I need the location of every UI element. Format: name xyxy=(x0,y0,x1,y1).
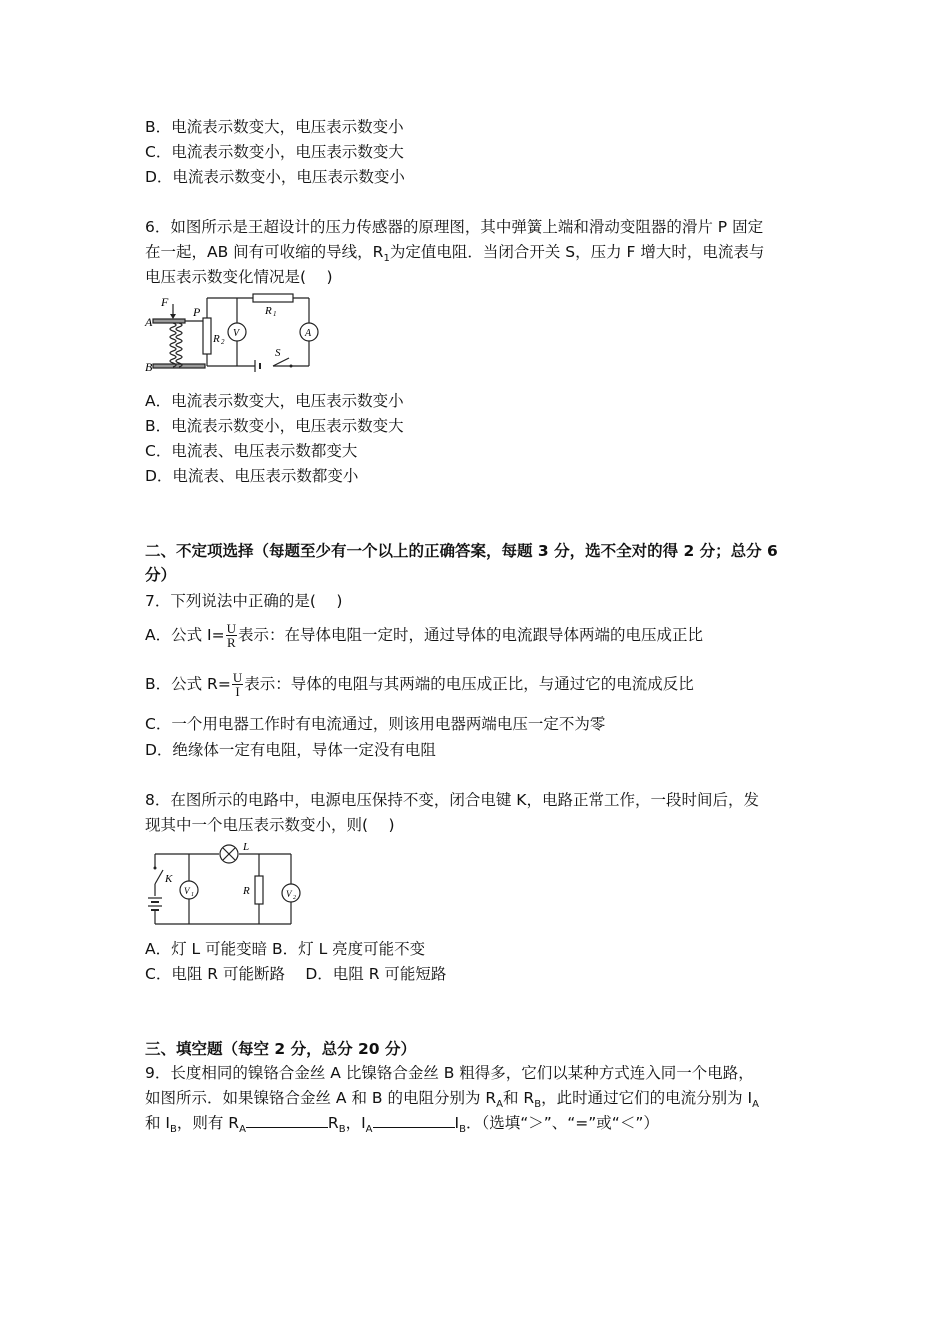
q6-label-r2: R xyxy=(213,333,220,345)
q5-option-b: B．电流表示数变大，电压表示数变小 xyxy=(145,118,404,136)
q8-label-v1-sub: 1 xyxy=(191,892,194,898)
q6-label-r1: R xyxy=(265,305,272,317)
q7-option-c: C．一个用电器工作时有电流通过，则该用电器两端电压一定不为零 xyxy=(145,715,606,733)
q9-stem-line3: 和 $I_B$，则有 $R_A$ $R_B$，$I_A$ $I_B$．（选填“＞”、“=”或“＜”） xyxy=(145,1114,659,1136)
q8-circuit-figure xyxy=(143,840,303,930)
q8-stem-line2: 现其中一个电压表示数变小，则( ) xyxy=(145,816,395,834)
section2-title-line2: 分） xyxy=(145,566,177,584)
q6-option-c: C．电流表、电压表示数都变大 xyxy=(145,442,358,460)
q8-label-k: K xyxy=(165,873,173,885)
q9-stem-line2: 如图所示．如果镍铬合金丝 A 和 B 的电阻分别为 $R_A$和 $R_B$，此时通过它们的电流分别为 $I_A$ xyxy=(145,1089,759,1111)
q9-stem-line1: 9．长度相同的镍铬合金丝 A 比镍铬合金丝 B 粗得多，它们以某种方式连入同一个电路， xyxy=(145,1064,754,1082)
q8-label-v1: V xyxy=(184,886,190,896)
section2-title-line1: 二、不定项选择（每题至少有一个以上的正确答案，每题 3 分，选不全对的得 2 分；总分 6 xyxy=(145,542,778,560)
q6-label-p: P xyxy=(193,305,201,319)
q7-formula-b: $\frac{U}{I}$ xyxy=(232,670,243,699)
q8-label-l: L xyxy=(243,841,250,853)
q6-label-r2-sub: 2 xyxy=(221,338,225,346)
q8-options-ab: A．灯 L 可能变暗 B．灯 L 亮度可能不变 xyxy=(145,940,426,958)
q5-option-d: D．电流表示数变小，电压表示数变小 xyxy=(145,168,405,186)
q6-option-d: D．电流表、电压表示数都变小 xyxy=(145,467,359,485)
q8-label-v2: V xyxy=(286,889,292,899)
q6-voltmeter-label: V xyxy=(233,328,240,339)
q6-label-f: F xyxy=(161,295,169,309)
q6-option-b: B．电流表示数变小，电压表示数变大 xyxy=(145,417,404,435)
q8-options-cd: C．电阻 R 可能断路 D．电阻 R 可能短路 xyxy=(145,965,447,983)
q6-stem-line2: 在一起，AB 间有可收缩的导线，$R_1$为定值电阻．当闭合开关 S，压力 F 增大时，电流表与 xyxy=(145,243,765,265)
q6-label-r1-sub: 1 xyxy=(273,310,277,318)
q6-circuit-figure xyxy=(143,292,323,376)
q7-stem: 7．下列说法中正确的是( ) xyxy=(145,592,343,610)
q9-blank-2[interactable] xyxy=(373,1113,455,1128)
q6-ammeter-label: A xyxy=(305,328,312,339)
section3-title: 三、填空题（每空 2 分，总分 20 分） xyxy=(145,1040,416,1058)
q6-stem-line1: 6．如图所示是王超设计的压力传感器的原理图，其中弹簧上端和滑动变阻器的滑片 P 固定 xyxy=(145,218,764,236)
q7-option-d: D．绝缘体一定有电阻，导体一定没有电阻 xyxy=(145,741,436,759)
q6-label-s: S xyxy=(275,347,281,359)
q8-label-v2-sub: 2 xyxy=(293,895,296,901)
q8-label-r: R xyxy=(243,885,250,897)
q7-option-b: B．公式 R= $\frac{U}{I}$ 表示：导体的电阻与其两端的电压成正比，与通过它的电流成反比 xyxy=(145,670,694,699)
q7-option-a: A．公式 I= $\frac{U}{R}$ 表示：在导体电阻一定时，通过导体的电流跟导体两端的电压成正比 xyxy=(145,621,703,650)
q6-stem-line3: 电压表示数变化情况是( ) xyxy=(145,268,333,286)
q9-blank-1[interactable] xyxy=(246,1113,328,1128)
q7-formula-a: $\frac{U}{R}$ xyxy=(226,621,236,650)
q8-stem-line1: 8．在图所示的电路中，电源电压保持不变，闭合电键 K，电路正常工作，一段时间后，发 xyxy=(145,791,759,809)
q6-label-b: B xyxy=(145,360,153,374)
q6-label-a: A xyxy=(145,315,153,329)
q5-option-c: C．电流表示数变小，电压表示数变大 xyxy=(145,143,404,161)
q6-option-a: A．电流表示数变大，电压表示数变小 xyxy=(145,392,404,410)
